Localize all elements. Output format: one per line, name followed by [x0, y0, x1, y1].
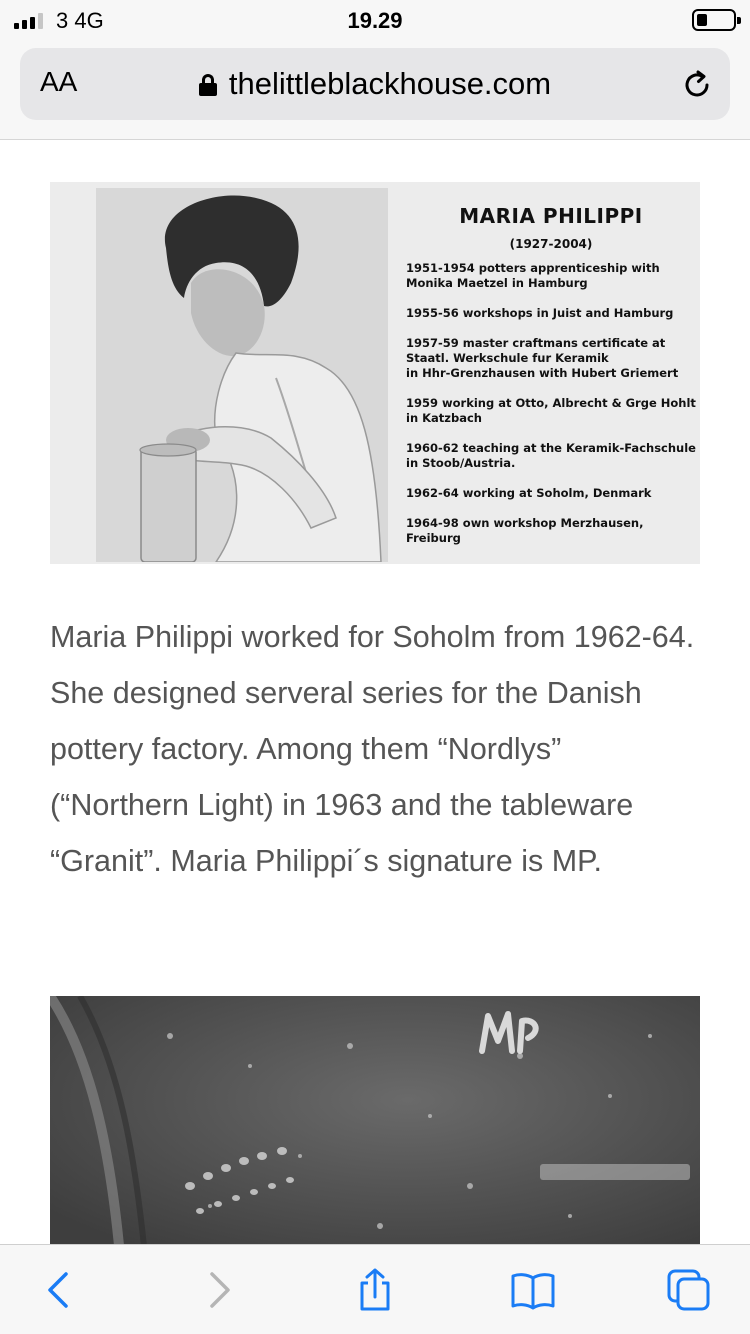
battery-icon [692, 9, 736, 31]
biography-panel [406, 202, 696, 561]
timeline-item: 1957-59 master craftmans certificate at Staatl. Werkschule fur Keramik in Hhr-Grenzhausen with Hubert Griemert [406, 336, 679, 380]
forward-icon[interactable] [194, 1265, 244, 1315]
artist-name: MARIA PHILIPPI [459, 204, 643, 228]
text-size-button[interactable]: AA [40, 66, 78, 97]
address-bar[interactable] [20, 48, 730, 120]
bookmarks-icon[interactable] [508, 1265, 558, 1315]
carrier-label: 3 4G [56, 8, 104, 33]
timeline-item: 1959 working at Otto, Albrecht & Grge Hohlt in Katzbach [406, 396, 696, 425]
hero-image [50, 182, 700, 564]
url-text: thelittleblackhouse.com [228, 66, 552, 101]
browser-address-area [0, 44, 750, 140]
article-paragraph: Maria Philippi worked for Soholm from 1962-64. She designed serveral series for the Danish pottery factory. Among them “Nordlys” (“Northern Light) in 1963 and the tableware “Granit”. Maria Philippi´s signature is MP. [50, 620, 695, 878]
reload-icon[interactable] [680, 68, 714, 102]
biography-timeline [406, 261, 696, 546]
timeline-item: 1960-62 teaching at the Keramik-Fachschule in Stoob/Austria. [406, 441, 696, 470]
status-time: 19.29 [347, 8, 403, 33]
timeline-item: 1962-64 working at Soholm, Denmark [406, 486, 652, 500]
tabs-icon[interactable] [664, 1265, 714, 1315]
portrait-photo [96, 188, 388, 562]
browser-toolbar [0, 1244, 750, 1334]
signature-mark-photo [50, 996, 700, 1244]
timeline-item: 1964-98 own workshop Merzhausen, Freiburg [406, 516, 644, 545]
timeline-item: 1955-56 workshops in Juist and Hamburg [406, 306, 674, 320]
back-icon[interactable] [34, 1265, 84, 1315]
page-content [0, 141, 750, 1244]
status-bar [0, 0, 750, 44]
artist-years: (1927-2004) [509, 237, 593, 251]
lock-icon [199, 74, 217, 96]
share-icon[interactable] [350, 1265, 400, 1315]
url-display[interactable] [20, 66, 730, 102]
timeline-item: 1951-1954 potters apprenticeship with Monika Maetzel in Hamburg [406, 261, 660, 290]
